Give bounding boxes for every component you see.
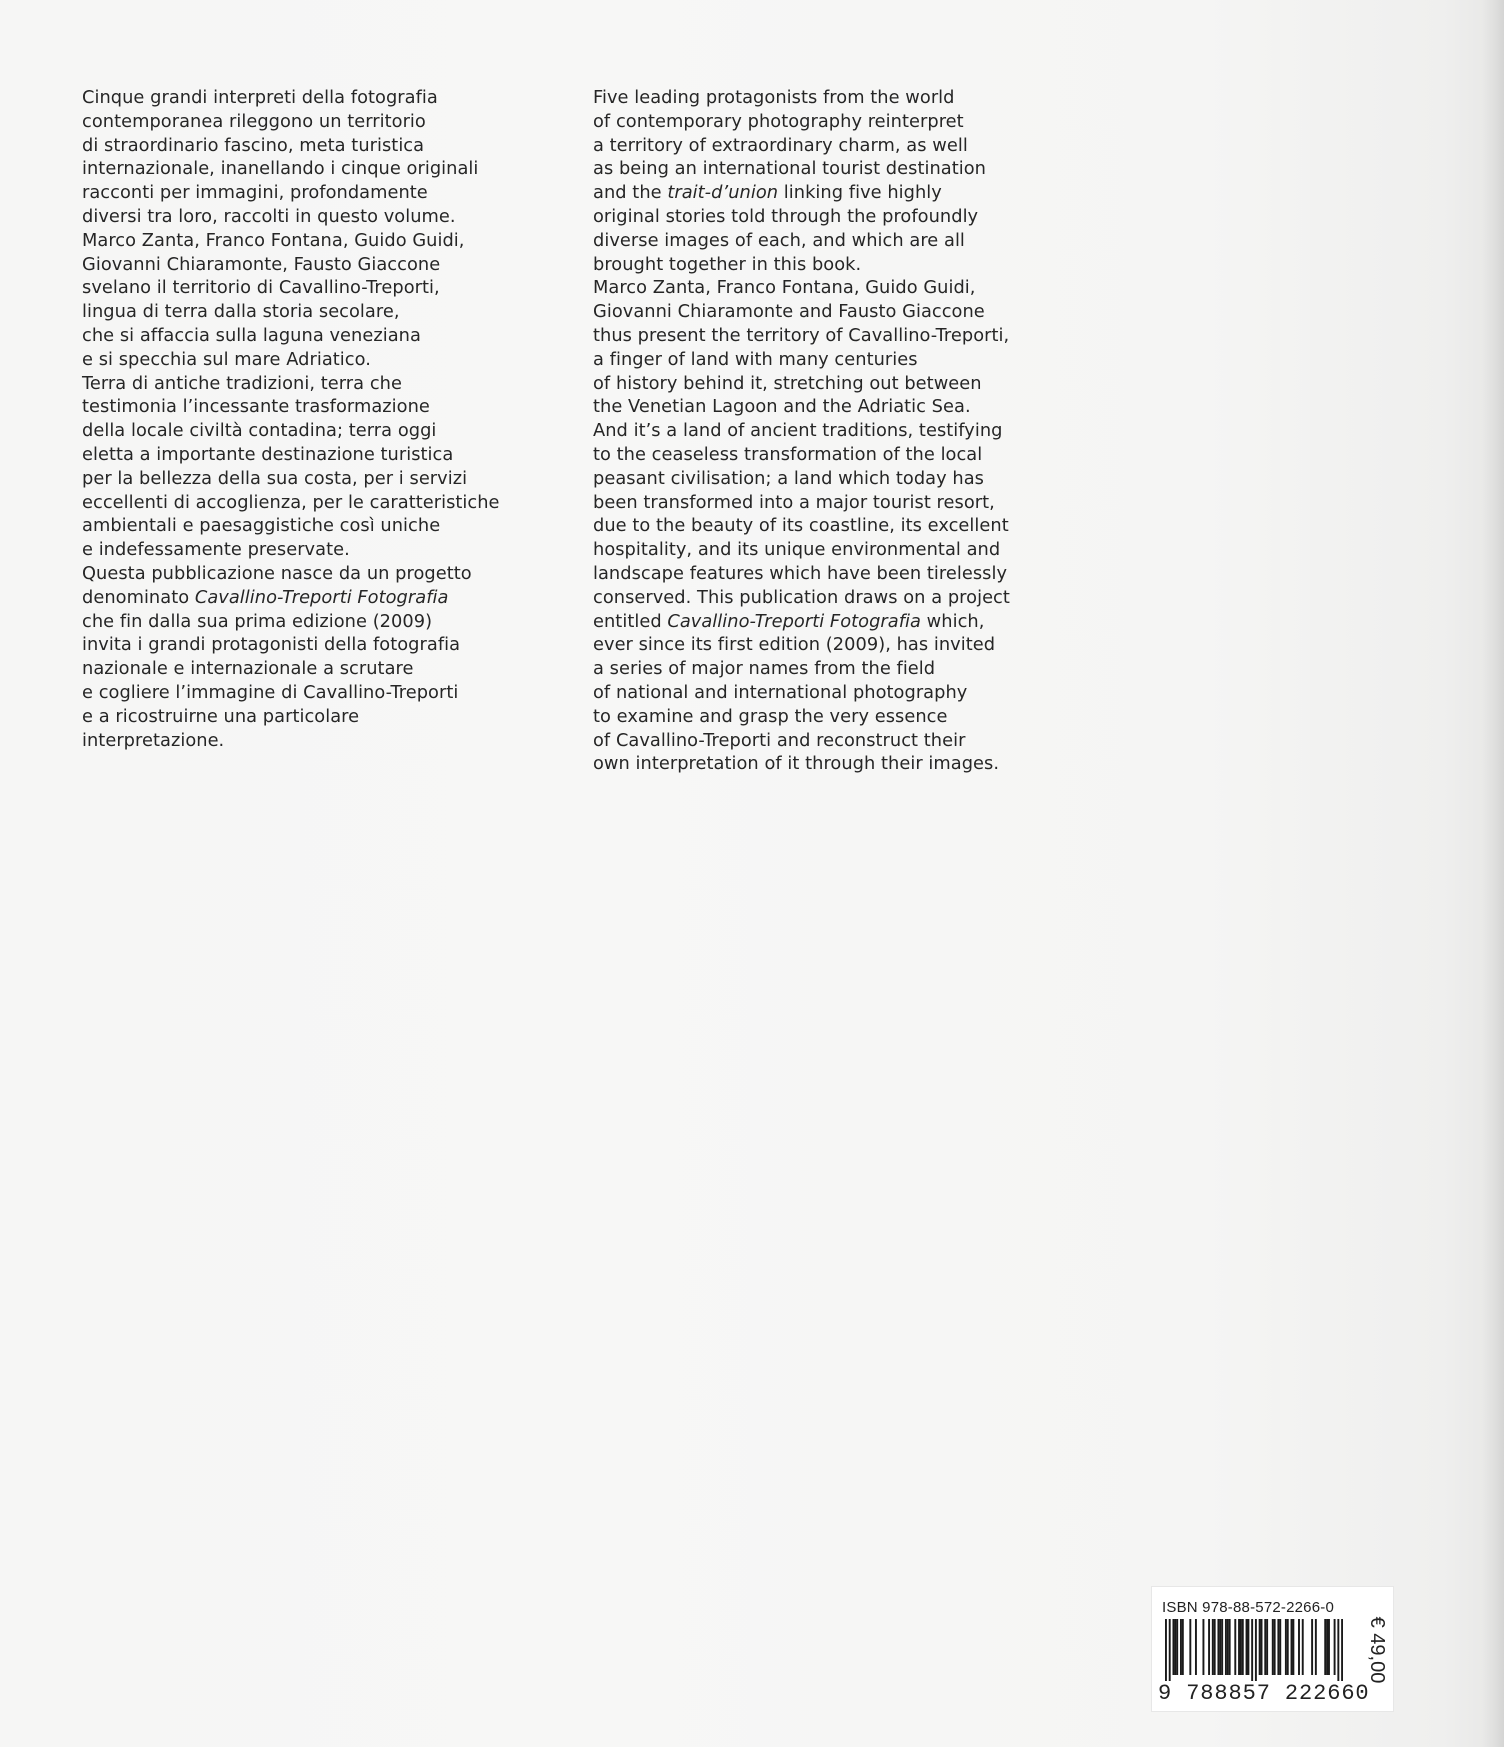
text-segment: denominato [82, 586, 190, 608]
text-line [593, 610, 1010, 634]
barcode-bar [1287, 1619, 1289, 1675]
barcode-bar [1174, 1619, 1176, 1675]
barcode-bar [1341, 1619, 1343, 1681]
text-line: diverse images of each, and which are all [593, 229, 965, 251]
text-line: svelano il territorio di Cavallino-Treporti, [82, 277, 440, 299]
text-line: And it’s a land of ancient traditions, testifying [593, 420, 1003, 442]
barcode-bar [1172, 1619, 1174, 1675]
barcode-bar [1328, 1619, 1330, 1675]
text-line: e a ricostruirne una particolare [82, 705, 360, 727]
text-line: a territory of extraordinary charm, as well [593, 134, 968, 156]
barcode-bar [1234, 1619, 1236, 1675]
barcode-bar [1221, 1619, 1223, 1675]
barcode-bar [1279, 1619, 1281, 1675]
text-line: hospitality, and its unique environmental and [593, 539, 1001, 561]
barcode-bar [1285, 1619, 1287, 1675]
barcode-bar [1242, 1619, 1244, 1675]
text-line: Cinque grandi interpreti della fotografia [82, 87, 438, 108]
text-line: of Cavallino-Treporti and reconstruct their [593, 729, 966, 751]
english-text-column [593, 86, 1010, 776]
barcode-bar [1324, 1619, 1326, 1675]
text-line: ambientali e paesaggistiche così uniche [82, 515, 441, 537]
barcode-bar [1298, 1619, 1300, 1675]
text-line: ever since its first edition (2009), has invited [593, 634, 996, 656]
barcode-bar [1169, 1619, 1171, 1681]
text-line: internazionale, inanellando i cinque originali [82, 158, 479, 180]
barcode-bar [1311, 1619, 1313, 1675]
text-line: due to the beauty of its coastline, its excellent [593, 515, 1009, 537]
text-line: che si affaccia sulla laguna veneziana [82, 324, 421, 346]
barcode-bar [1264, 1619, 1266, 1675]
barcode-bar [1337, 1619, 1339, 1681]
text-line: Terra di antiche tradizioni, terra che [82, 372, 402, 394]
barcode-bar [1202, 1619, 1204, 1675]
text-line: own interpretation of it through their images. [593, 753, 1000, 775]
text-line: contemporanea rileggono un territorio [82, 110, 426, 132]
barcode-bar [1274, 1619, 1276, 1675]
isbn-number: ISBN 978-88-572-2266-0 [1162, 1599, 1335, 1616]
barcode-bar [1261, 1619, 1263, 1675]
barcode-bar [1208, 1619, 1210, 1675]
text-line: Giovanni Chiaramonte, Fausto Giaccone [82, 253, 441, 275]
price-label: € 49,00 [1366, 1616, 1388, 1684]
text-line: e indefessamente preservate. [82, 539, 350, 561]
italic-title: Cavallino-Treporti Fotografia [194, 586, 449, 608]
text-line: di straordinario fascino, meta turistica [82, 134, 425, 156]
italic-term: trait-d’union [667, 182, 779, 204]
text-line: Five leading protagonists from the world [593, 87, 955, 108]
barcode-bar [1189, 1619, 1191, 1675]
text-line: brought together in this book. [593, 253, 862, 275]
text-line: per la bellezza della sua costa, per i servizi [82, 467, 468, 489]
text-line: the Venetian Lagoon and the Adriatic Sea. [593, 396, 971, 418]
barcode-bar [1229, 1619, 1231, 1675]
barcode-bar [1259, 1619, 1261, 1675]
text-line: of national and international photography [593, 681, 968, 703]
text-line: to examine and grasp the very essence [593, 705, 948, 727]
barcode-bar [1219, 1619, 1221, 1675]
isbn-barcode-label [1151, 1586, 1394, 1712]
barcode-bar [1272, 1619, 1274, 1675]
text-line: Giovanni Chiaramonte and Fausto Giaccone [593, 301, 985, 323]
italian-text-column [82, 86, 500, 752]
barcode-bar [1292, 1619, 1294, 1675]
barcode-bar [1291, 1619, 1293, 1675]
text-line: of contemporary photography reinterpret [593, 110, 964, 132]
barcode-bar [1227, 1619, 1229, 1675]
barcode-bar [1238, 1619, 1240, 1675]
text-line: thus present the territory of Cavallino-Treporti, [593, 324, 1010, 346]
text-line: landscape features which have been tirelessly [593, 562, 1008, 584]
text-line: racconti per immagini, profondamente [82, 182, 428, 204]
text-line: lingua di terra dalla storia secolare, [82, 301, 400, 323]
text-line: as being an international tourist destination [593, 158, 986, 180]
text-line: e si specchia sul mare Adriatico. [82, 348, 371, 370]
barcode-bar [1195, 1619, 1197, 1675]
text-line: to the ceaseless transformation of the local [593, 443, 983, 465]
text-line [593, 181, 1010, 205]
barcode-bar [1214, 1619, 1216, 1675]
text-line: conserved. This publication draws on a project [593, 586, 1010, 608]
barcode-bar [1255, 1619, 1257, 1681]
barcode-bar [1240, 1619, 1242, 1675]
barcode-bar [1180, 1619, 1182, 1675]
barcode-bar [1217, 1619, 1219, 1675]
text-line: Questa pubblicazione nasce da un progetto [82, 562, 472, 584]
barcode-bar [1165, 1619, 1167, 1681]
text-segment: and the [593, 182, 662, 204]
text-line: che fin dalla sua prima edizione (2009) [82, 610, 433, 632]
barcode-bar [1266, 1619, 1268, 1675]
text-line: diversi tra loro, raccolti in questo volume. [82, 205, 456, 227]
text-line: interpretazione. [82, 729, 225, 751]
barcode-bar [1176, 1619, 1178, 1675]
text-line: della locale civiltà contadina; terra oggi [82, 420, 437, 442]
text-line: eletta a importante destinazione turistica [82, 443, 454, 465]
text-segment: which, [926, 610, 985, 632]
barcode-bar [1212, 1619, 1214, 1675]
text-line: e cogliere l’immagine di Cavallino-Treporti [82, 681, 459, 703]
spine-edge [1482, 0, 1504, 1747]
text-line: Marco Zanta, Franco Fontana, Guido Guidi, [82, 229, 465, 251]
barcode-bar [1182, 1619, 1184, 1675]
text-line: been transformed into a major tourist resort, [593, 491, 995, 513]
barcode-bar [1277, 1619, 1279, 1675]
barcode-bar [1334, 1619, 1336, 1675]
barcode-bar [1315, 1619, 1317, 1675]
text-line: a series of major names from the field [593, 658, 936, 680]
text-line: nazionale e internazionale a scrutare [82, 658, 414, 680]
barcode-bar [1302, 1619, 1304, 1675]
text-line: eccellenti di accoglienza, per le caratteristiche [82, 491, 500, 513]
barcode-bar [1246, 1619, 1248, 1675]
barcode-bar [1251, 1619, 1253, 1681]
barcode-bar [1326, 1619, 1328, 1675]
text-line: testimonia l’incessante trasformazione [82, 396, 430, 418]
text-line: original stories told through the profoundly [593, 205, 979, 227]
text-line: of history behind it, stretching out between [593, 372, 982, 394]
barcode-icon [1165, 1619, 1343, 1681]
barcode-bar [1247, 1619, 1249, 1675]
barcode-bar [1225, 1619, 1227, 1675]
ean-digits: 9 788857 222660 [1158, 1681, 1370, 1706]
text-line: invita i grandi protagonisti della fotografia [82, 634, 461, 656]
italic-title: Cavallino-Treporti Fotografia [667, 610, 921, 632]
text-line: a finger of land with many centuries [593, 348, 918, 370]
text-segment: linking five highly [783, 182, 942, 204]
text-line: peasant civilisation; a land which today has [593, 467, 984, 489]
text-segment: entitled [593, 610, 662, 632]
text-line: Marco Zanta, Franco Fontana, Guido Guidi, [593, 277, 976, 299]
text-line [82, 586, 500, 610]
